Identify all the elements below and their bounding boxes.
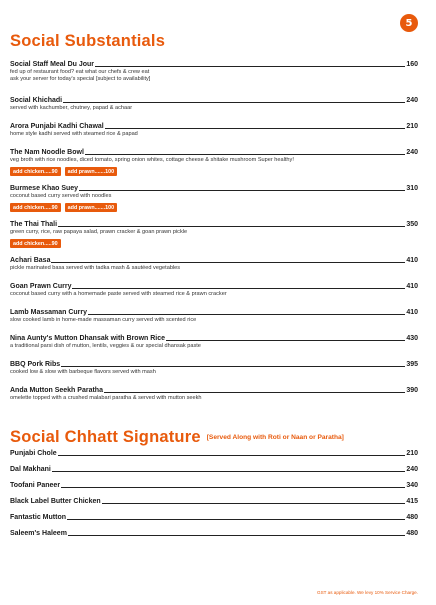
signature-item-price: 480 (406, 514, 418, 521)
menu-item-row (10, 184, 418, 193)
addon-badge: add chicken.....90 (10, 239, 61, 248)
menu-item-name: BBQ Pork Ribs (10, 361, 61, 368)
menu-item-row (10, 334, 418, 343)
addon-group (10, 203, 418, 212)
menu-item-price: 395 (406, 361, 418, 368)
menu-item-description: pickle marinated basa served with tadka mash & sautéed vegetables (10, 265, 181, 271)
menu-item (10, 96, 418, 114)
menu-item (10, 220, 418, 248)
menu-item-description: veg broth with rice noodles, diced tomato, spring onion whites, cottage cheese & shitake mushroom Super healthy! (10, 157, 294, 163)
menu-item-description: omelette topped with a crushed malabari paratha & served with mutton seekh (10, 395, 202, 401)
menu-item (10, 334, 418, 352)
page-number-badge: 5 (400, 14, 418, 32)
addon-badge: add prawn.......100 (65, 167, 117, 176)
menu-item-description: cooked low & slow with barbeque flavors served with mash (10, 369, 156, 375)
menu-item-row (10, 386, 418, 395)
section-title-text: Social Chhatt Signature (10, 428, 201, 446)
signature-item-name: Saleem's Haleem (10, 530, 67, 537)
addon-badge: add chicken.....90 (10, 203, 61, 212)
leader-dots (79, 189, 405, 191)
leader-dots (72, 287, 405, 289)
menu-item-description: home style kadhi served with steamed rice & papad (10, 131, 138, 137)
leader-dots (88, 313, 405, 315)
leader-dots (61, 486, 405, 488)
menu-item-price: 210 (406, 123, 418, 130)
signature-item (10, 481, 418, 491)
signature-item-price: 340 (406, 482, 418, 489)
signature-item-name: Punjabi Chole (10, 450, 57, 457)
menu-item-description: slow cooked lamb in home-made massaman curry served with scented rice (10, 317, 197, 323)
menu-item-name: Arora Punjabi Kadhi Chawal (10, 123, 104, 130)
menu-item-name: Lamb Massaman Curry (10, 309, 88, 316)
leader-dots (52, 470, 405, 472)
signature-item (10, 529, 418, 539)
menu-item (10, 386, 418, 404)
addon-badge: add prawn.......100 (65, 203, 117, 212)
menu-item-name: Social Staff Meal Du Jour (10, 61, 95, 68)
menu-item (10, 184, 418, 212)
signature-item-row (10, 465, 418, 474)
menu-item-row (10, 122, 418, 131)
menu-item-description: a traditional parsi dish of mutton, lentils, veggies & our special dhansak paste (10, 343, 201, 349)
menu-item (10, 360, 418, 378)
addon-group (10, 239, 418, 248)
section-note: [Served Along with Roti or Naan or Paratha] (206, 434, 344, 442)
menu-item-description: coconut based curry served with noodles (10, 193, 112, 199)
leader-dots (105, 127, 406, 129)
menu-item-description: ask your server for today's special [subject to availability] (10, 76, 151, 82)
menu-item-description: green curry, rice, raw papaya salad, prawn cracker & goan prawn pickle (10, 229, 188, 235)
addon-badge: add chicken.....90 (10, 167, 61, 176)
signature-item-row (10, 449, 418, 458)
section-title-chhatt-signature (10, 428, 344, 447)
leader-dots (95, 65, 405, 67)
signature-item (10, 449, 418, 459)
menu-item-description: fed up of restaurant food? eat what our chefs & crew eat (10, 69, 150, 75)
menu-item-price: 430 (406, 335, 418, 342)
menu-item-price: 350 (406, 221, 418, 228)
leader-dots (68, 534, 405, 536)
menu-item-name: Goan Prawn Curry (10, 283, 72, 290)
leader-dots (61, 365, 405, 367)
menu-item-price: 310 (406, 185, 418, 192)
leader-dots (63, 101, 405, 103)
signature-item-price: 480 (406, 530, 418, 537)
menu-item-name: The Nam Noodle Bowl (10, 149, 84, 156)
signature-item (10, 513, 418, 523)
addon-group (10, 167, 418, 176)
menu-item-name: Burmese Khao Suey (10, 185, 79, 192)
menu-item-row (10, 60, 418, 69)
leader-dots (104, 391, 405, 393)
leader-dots (58, 454, 406, 456)
menu-item-description: coconut based curry with a homemade paste served with steamed rice & prawn cracker (10, 291, 227, 297)
menu-item-name: Social Khichadi (10, 97, 63, 104)
menu-item-price: 410 (406, 309, 418, 316)
leader-dots (102, 502, 406, 504)
menu-item-row (10, 256, 418, 265)
menu-item-price: 160 (406, 61, 418, 68)
menu-item (10, 282, 418, 300)
menu-item-row (10, 360, 418, 369)
signature-item-price: 210 (406, 450, 418, 457)
signature-item-row (10, 481, 418, 490)
leader-dots (51, 261, 405, 263)
signature-item (10, 497, 418, 507)
signature-item-row (10, 513, 418, 522)
menu-item-row (10, 148, 418, 157)
signature-item-row (10, 529, 418, 538)
menu-item (10, 308, 418, 326)
menu-list-chhatt-signature (10, 449, 418, 545)
menu-item-name: Achari Basa (10, 257, 51, 264)
menu-item-name: Nina Aunty's Mutton Dhansak with Brown Rice (10, 335, 166, 342)
leader-dots (166, 339, 405, 341)
footer-note: GST as applicable. We levy 10% Service Charge. (317, 590, 418, 595)
section-title-substantials: Social Substantials (10, 32, 166, 50)
leader-dots (85, 153, 405, 155)
leader-dots (67, 518, 405, 520)
menu-item (10, 148, 418, 176)
menu-item-row (10, 308, 418, 317)
menu-list-substantials (10, 60, 418, 412)
menu-item-price: 410 (406, 283, 418, 290)
signature-item-name: Fantastic Mutton (10, 514, 66, 521)
menu-item-row (10, 220, 418, 229)
menu-item-price: 410 (406, 257, 418, 264)
menu-item-row (10, 282, 418, 291)
menu-item-name: The Thai Thali (10, 221, 58, 228)
leader-dots (58, 225, 405, 227)
menu-item (10, 60, 418, 88)
signature-item-row (10, 497, 418, 506)
signature-item-price: 240 (406, 466, 418, 473)
menu-item-name: Anda Mutton Seekh Paratha (10, 387, 103, 394)
menu-item-price: 240 (406, 149, 418, 156)
menu-item (10, 256, 418, 274)
menu-item-description: served with kachumber, chutney, papad & achaar (10, 105, 133, 111)
signature-item-price: 415 (406, 498, 418, 505)
menu-item-price: 240 (406, 97, 418, 104)
signature-item-name: Toofani Paneer (10, 482, 61, 489)
signature-item (10, 465, 418, 475)
signature-item-name: Dal Makhani (10, 466, 51, 473)
menu-item-price: 390 (406, 387, 418, 394)
menu-item (10, 122, 418, 140)
menu-item-row (10, 96, 418, 105)
signature-item-name: Black Label Butter Chicken (10, 498, 101, 505)
